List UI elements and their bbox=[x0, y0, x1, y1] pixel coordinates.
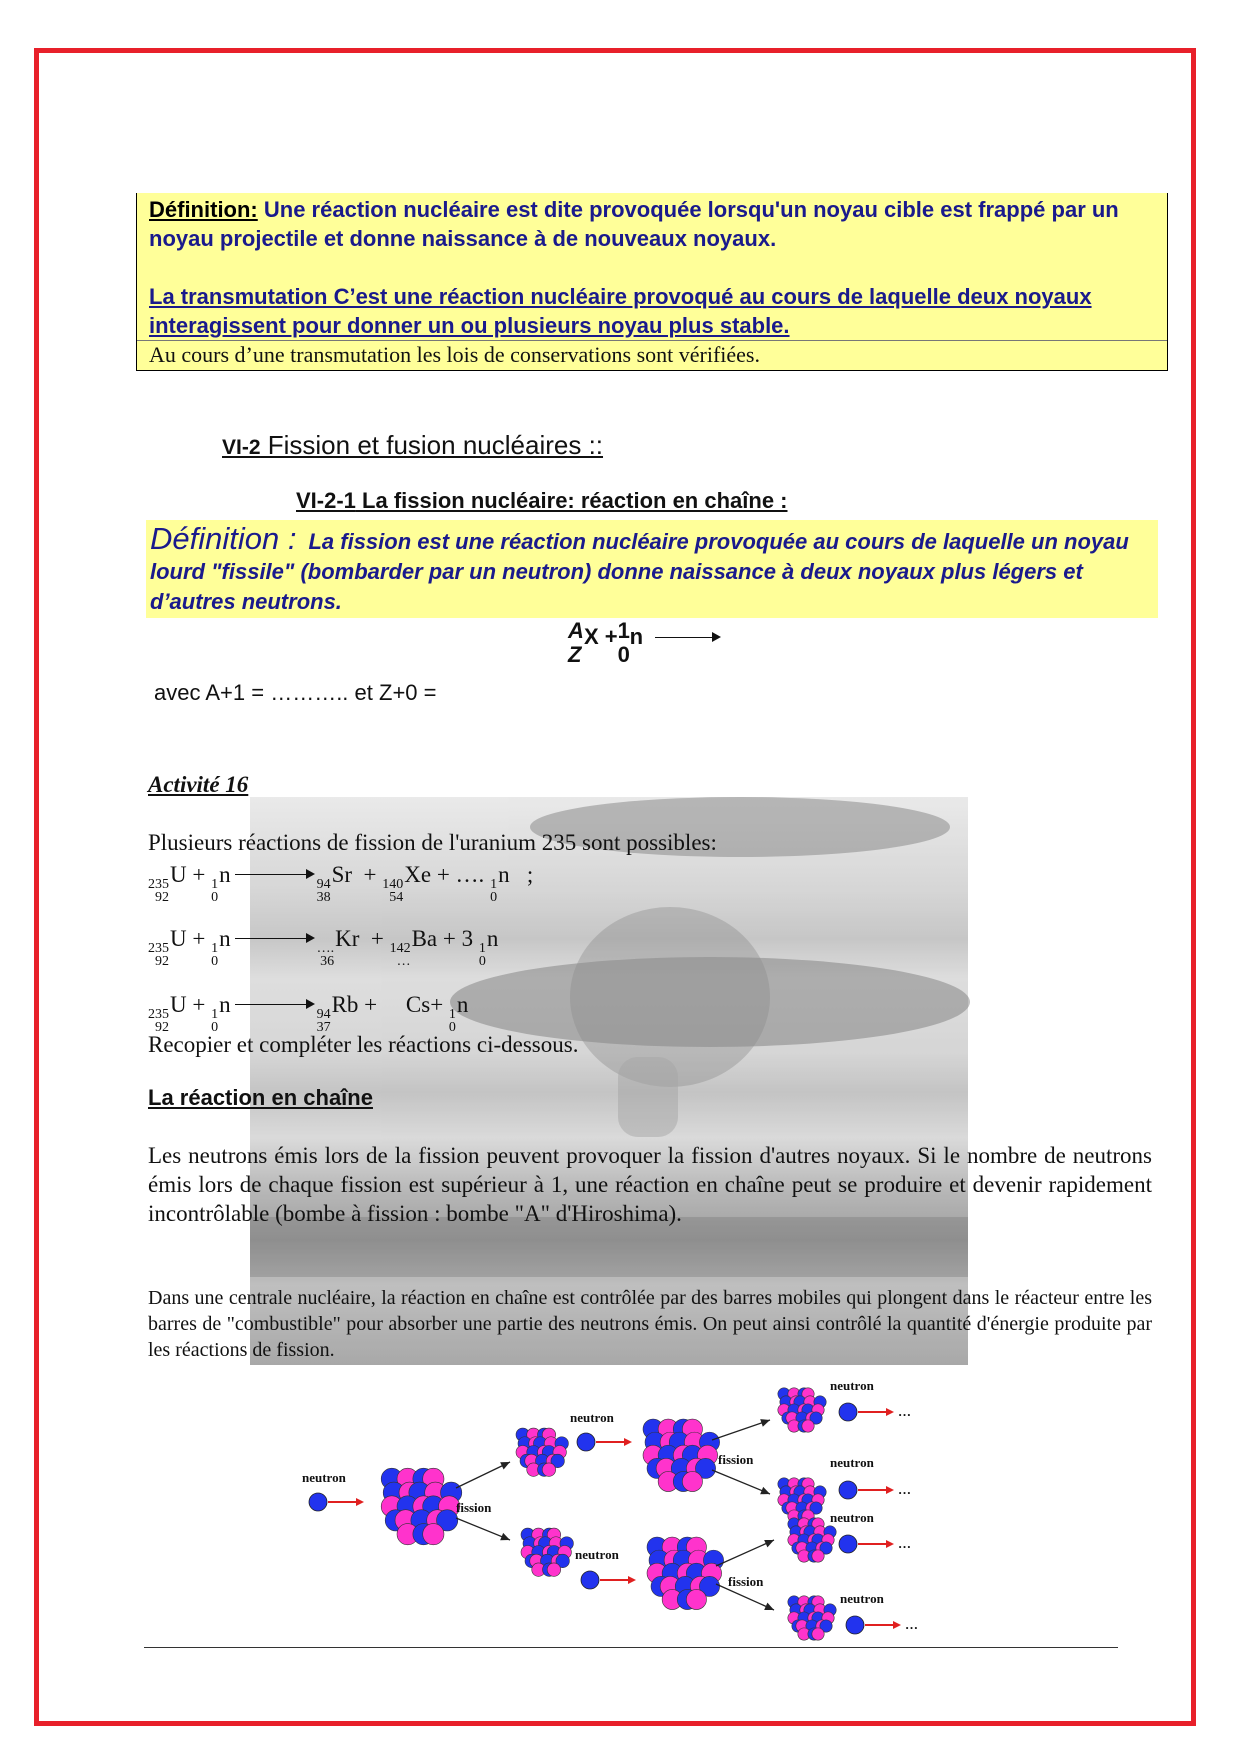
fission-arrow bbox=[716, 1540, 774, 1566]
activity-instruction: Recopier et compléter les réactions ci-dessous. bbox=[148, 1032, 579, 1057]
neutron-arrowhead bbox=[356, 1498, 364, 1506]
neutron-icon bbox=[839, 1403, 857, 1421]
fragment-nucleus bbox=[778, 1478, 826, 1522]
fission-definition-label: Définition : bbox=[150, 521, 297, 556]
isotope-numbers: 1 0 bbox=[478, 941, 486, 969]
neutron-icon bbox=[577, 1433, 595, 1451]
reaction-arrow bbox=[655, 637, 719, 638]
definition-box bbox=[136, 193, 1168, 371]
isotope-numbers: 1 0 bbox=[211, 877, 219, 905]
isotope-numbers: 235 92 bbox=[148, 941, 169, 969]
generic-fission-formula: A Z X + 1 0 n bbox=[568, 622, 723, 662]
transmutation-text: La transmutation C’est une réaction nucléaire provoqué au cours de laquelle deux noyaux interagissent pour donner un ou plusieurs noyau plus stable. bbox=[149, 284, 1092, 338]
activity-intro: Plusieurs réactions de fission de l'uranium 235 sont possibles: bbox=[148, 830, 717, 855]
fission-definition-box bbox=[146, 520, 1158, 618]
fission-arrowhead bbox=[760, 1419, 770, 1427]
reaction-arrow bbox=[235, 1004, 313, 1005]
continuation-dots: … bbox=[898, 1536, 911, 1551]
chain-reaction-paragraph: Les neutrons émis lors de la fission peuvent provoquer la fission d'autres noyaux. Si le nombre de neutrons émis lors de chaque fission est supérieur à 1, une réaction en chaîne peut se produire et devenir rapidement incontrôlable (bombe à fission : bombe "A" d'Hiroshima). bbox=[148, 1143, 1152, 1226]
isotope-numbers: 235 92 bbox=[148, 877, 169, 905]
fission-reaction-1: 235 92 U + 1 0 n 94 38 Sr + 140 54 Xe + …. 1 0 n ; bbox=[148, 862, 534, 905]
conservation-blanks: avec A+1 = ……….. et Z+0 = bbox=[154, 680, 437, 705]
bottom-rule bbox=[144, 1647, 1118, 1648]
continuation-dots: … bbox=[905, 1617, 918, 1632]
chain-reaction-diagram bbox=[0, 1370, 1240, 1650]
box-divider bbox=[137, 340, 1167, 341]
fission-label: fission bbox=[456, 1500, 492, 1515]
neutron-icon bbox=[839, 1535, 857, 1553]
section-heading: VI-2 Fission et fusion nucléaires :: bbox=[222, 430, 604, 460]
fragment-nucleus bbox=[788, 1518, 836, 1562]
neutron-arrowhead bbox=[624, 1438, 632, 1446]
isotope-numbers: 94 38 bbox=[316, 877, 331, 905]
isotope-numbers: 1 0 bbox=[490, 877, 498, 905]
isotope-numbers: 140 54 bbox=[382, 877, 404, 905]
neutron-label: neutron bbox=[830, 1510, 874, 1525]
isotope-numbers: 1 0 bbox=[211, 1007, 219, 1035]
definition-label: Définition: bbox=[149, 197, 258, 222]
conservation-text: Au cours d’une transmutation les lois de conservations sont vérifiées. bbox=[149, 342, 760, 367]
isotope-numbers: 94 37 bbox=[316, 1007, 331, 1035]
fission-reaction-3: 235 92 U + 1 0 n 94 37 Rb + Cs+ 1 0 n bbox=[148, 992, 469, 1035]
neutron-icon bbox=[839, 1481, 857, 1499]
neutron-arrowhead bbox=[886, 1408, 894, 1416]
neutron-label: neutron bbox=[830, 1455, 874, 1470]
fission-arrow bbox=[712, 1470, 770, 1494]
isotope-numbers: …. 36 bbox=[316, 941, 335, 969]
subsection-heading: VI-2-1 La fission nucléaire: réaction en chaîne : bbox=[296, 488, 788, 513]
neutron-label: neutron bbox=[575, 1547, 619, 1562]
continuation-dots: … bbox=[898, 1404, 911, 1419]
neutron-arrowhead bbox=[628, 1576, 636, 1584]
fission-label: fission bbox=[718, 1452, 754, 1467]
isotope-numbers: 142 … bbox=[389, 941, 411, 969]
neutron-label: neutron bbox=[570, 1410, 614, 1425]
neutron-arrowhead bbox=[893, 1621, 901, 1629]
neutron-icon bbox=[846, 1616, 864, 1634]
fragment-nucleus bbox=[788, 1596, 836, 1640]
chain-reaction-heading: La réaction en chaîne bbox=[148, 1085, 373, 1110]
fission-arrow bbox=[712, 1420, 770, 1440]
fission-reaction-2: 235 92 U + 1 0 n …. 36 Kr + 142 … Ba + 3 1 0 n bbox=[148, 926, 499, 969]
neutron-arrowhead bbox=[886, 1486, 894, 1494]
fission-label: fission bbox=[728, 1574, 764, 1589]
neutron-label: neutron bbox=[840, 1591, 884, 1606]
neutron-label: neutron bbox=[302, 1470, 346, 1485]
uranium-nucleus bbox=[647, 1537, 724, 1610]
fragment-nucleus bbox=[521, 1528, 573, 1576]
isotope-numbers: 1 0 bbox=[211, 941, 219, 969]
reaction-arrow bbox=[235, 874, 313, 875]
neutron-icon bbox=[581, 1571, 599, 1589]
uranium-nucleus bbox=[381, 1468, 462, 1545]
incoming-neutron-icon bbox=[309, 1493, 327, 1511]
uranium-nucleus bbox=[643, 1419, 720, 1492]
fragment-nucleus bbox=[516, 1428, 568, 1476]
isotope-numbers: 235 92 bbox=[148, 1007, 169, 1035]
continuation-dots: … bbox=[898, 1482, 911, 1497]
power-plant-paragraph: Dans une centrale nucléaire, la réaction en chaîne est contrôlée par des barres mobiles qui plongent dans le réacteur entre les barres de "combustible" pour absorber une partie des neutrons émis. On peut ainsi contrôlé la quantité d'énergie produite par les réactions de fission. bbox=[148, 1287, 1152, 1361]
neutron-label: neutron bbox=[830, 1378, 874, 1393]
fission-definition-text: La fission est une réaction nucléaire provoquée au cours de laquelle un noyau lourd "fissile" (bombarder par un neutron) donne naissance à deux noyaux plus légers et d’autres neutrons. bbox=[150, 529, 1129, 614]
isotope-numbers: 1 0 bbox=[448, 1007, 456, 1035]
reaction-arrow bbox=[235, 938, 313, 939]
definition-text: Définition: Une réaction nucléaire est dite provoquée lorsqu'un noyau cible est frappé par un noyau projectile et donne naissance à de nouveaux noyaux. bbox=[149, 197, 1119, 251]
neutron-arrowhead bbox=[886, 1540, 894, 1548]
fragment-nucleus bbox=[778, 1388, 826, 1432]
activity-title: Activité 16 bbox=[148, 772, 249, 797]
